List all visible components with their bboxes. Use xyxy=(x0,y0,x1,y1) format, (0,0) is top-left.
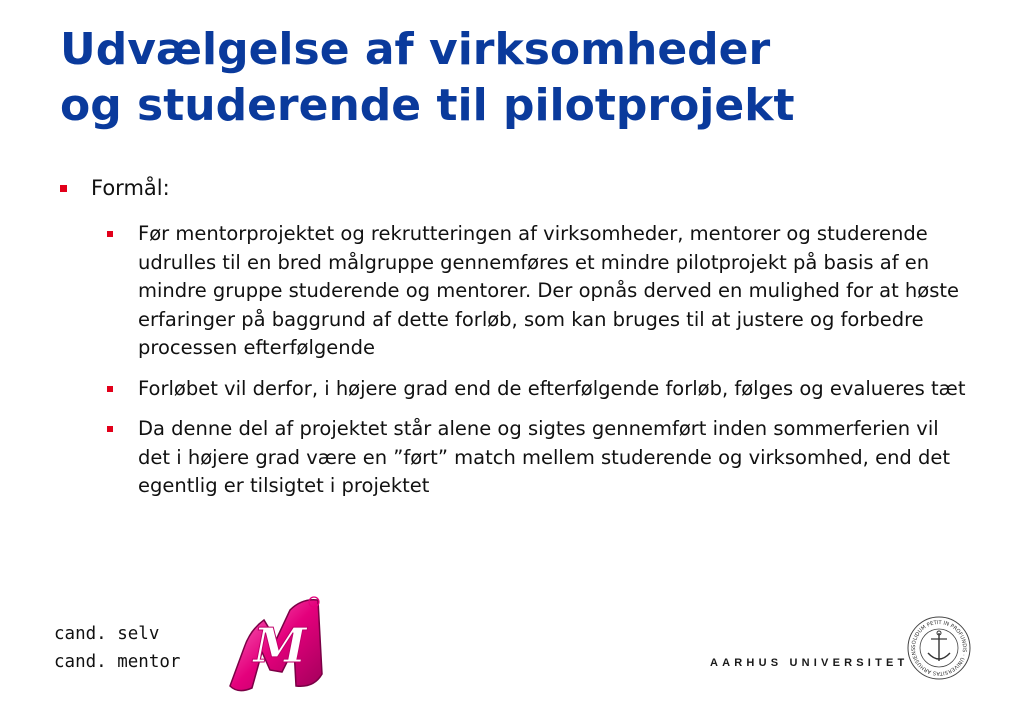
bullet-icon xyxy=(60,185,67,192)
title-line-1: Udvælgelse af virksomheder xyxy=(60,24,771,75)
list-item xyxy=(107,415,967,501)
university-name: AARHUS UNIVERSITET xyxy=(710,657,909,669)
tagline-line-1: cand. selv xyxy=(54,624,160,644)
bullet-heading xyxy=(60,176,960,200)
tagline-line-2: cand. mentor xyxy=(54,652,181,672)
sub-bullet-list xyxy=(107,220,967,513)
seal-text: SOLIDUM PETIT IN PROFUNDIS · UNIVERSITAS ARHUSIENS xyxy=(910,619,968,677)
logo-letter: M xyxy=(253,618,307,674)
bullet-heading-text: Formål: xyxy=(91,176,170,200)
bullet-icon xyxy=(107,426,113,432)
list-item-text: Da denne del af projektet står alene og sigtes gennemført inden sommerferien vil det i højere grad være en ”ført” match mellem studerende og virksomhed, end det egentlig er tilsigtet i projektet xyxy=(138,417,951,497)
bullet-icon xyxy=(107,386,113,392)
list-item-text: Før mentorprojektet og rekrutteringen af virksomheder, mentorer og studerende udrulles til en bred målgruppe gennemføres et mindre pilotprojekt på basis af en mindre gruppe studerende og mentorer. Der opnås derved en mulighed for at høste erfaringer på baggrund af dette forløb, som kan bruges til at justere og forbedre processen efterfølgende xyxy=(138,222,959,359)
list-item xyxy=(107,375,967,404)
title-line-2: og studerende til pilotprojekt xyxy=(60,80,795,131)
footer-tagline xyxy=(54,620,180,676)
list-item-text: Forløbet vil derfor, i højere grad end de efterfølgende forløb, følges og evalueres tæt xyxy=(138,376,966,400)
university-seal-icon xyxy=(906,615,972,681)
cand-mentor-logo-icon xyxy=(224,590,334,698)
list-item xyxy=(107,220,967,363)
slide-title xyxy=(60,22,1000,134)
bullet-icon xyxy=(107,231,113,237)
